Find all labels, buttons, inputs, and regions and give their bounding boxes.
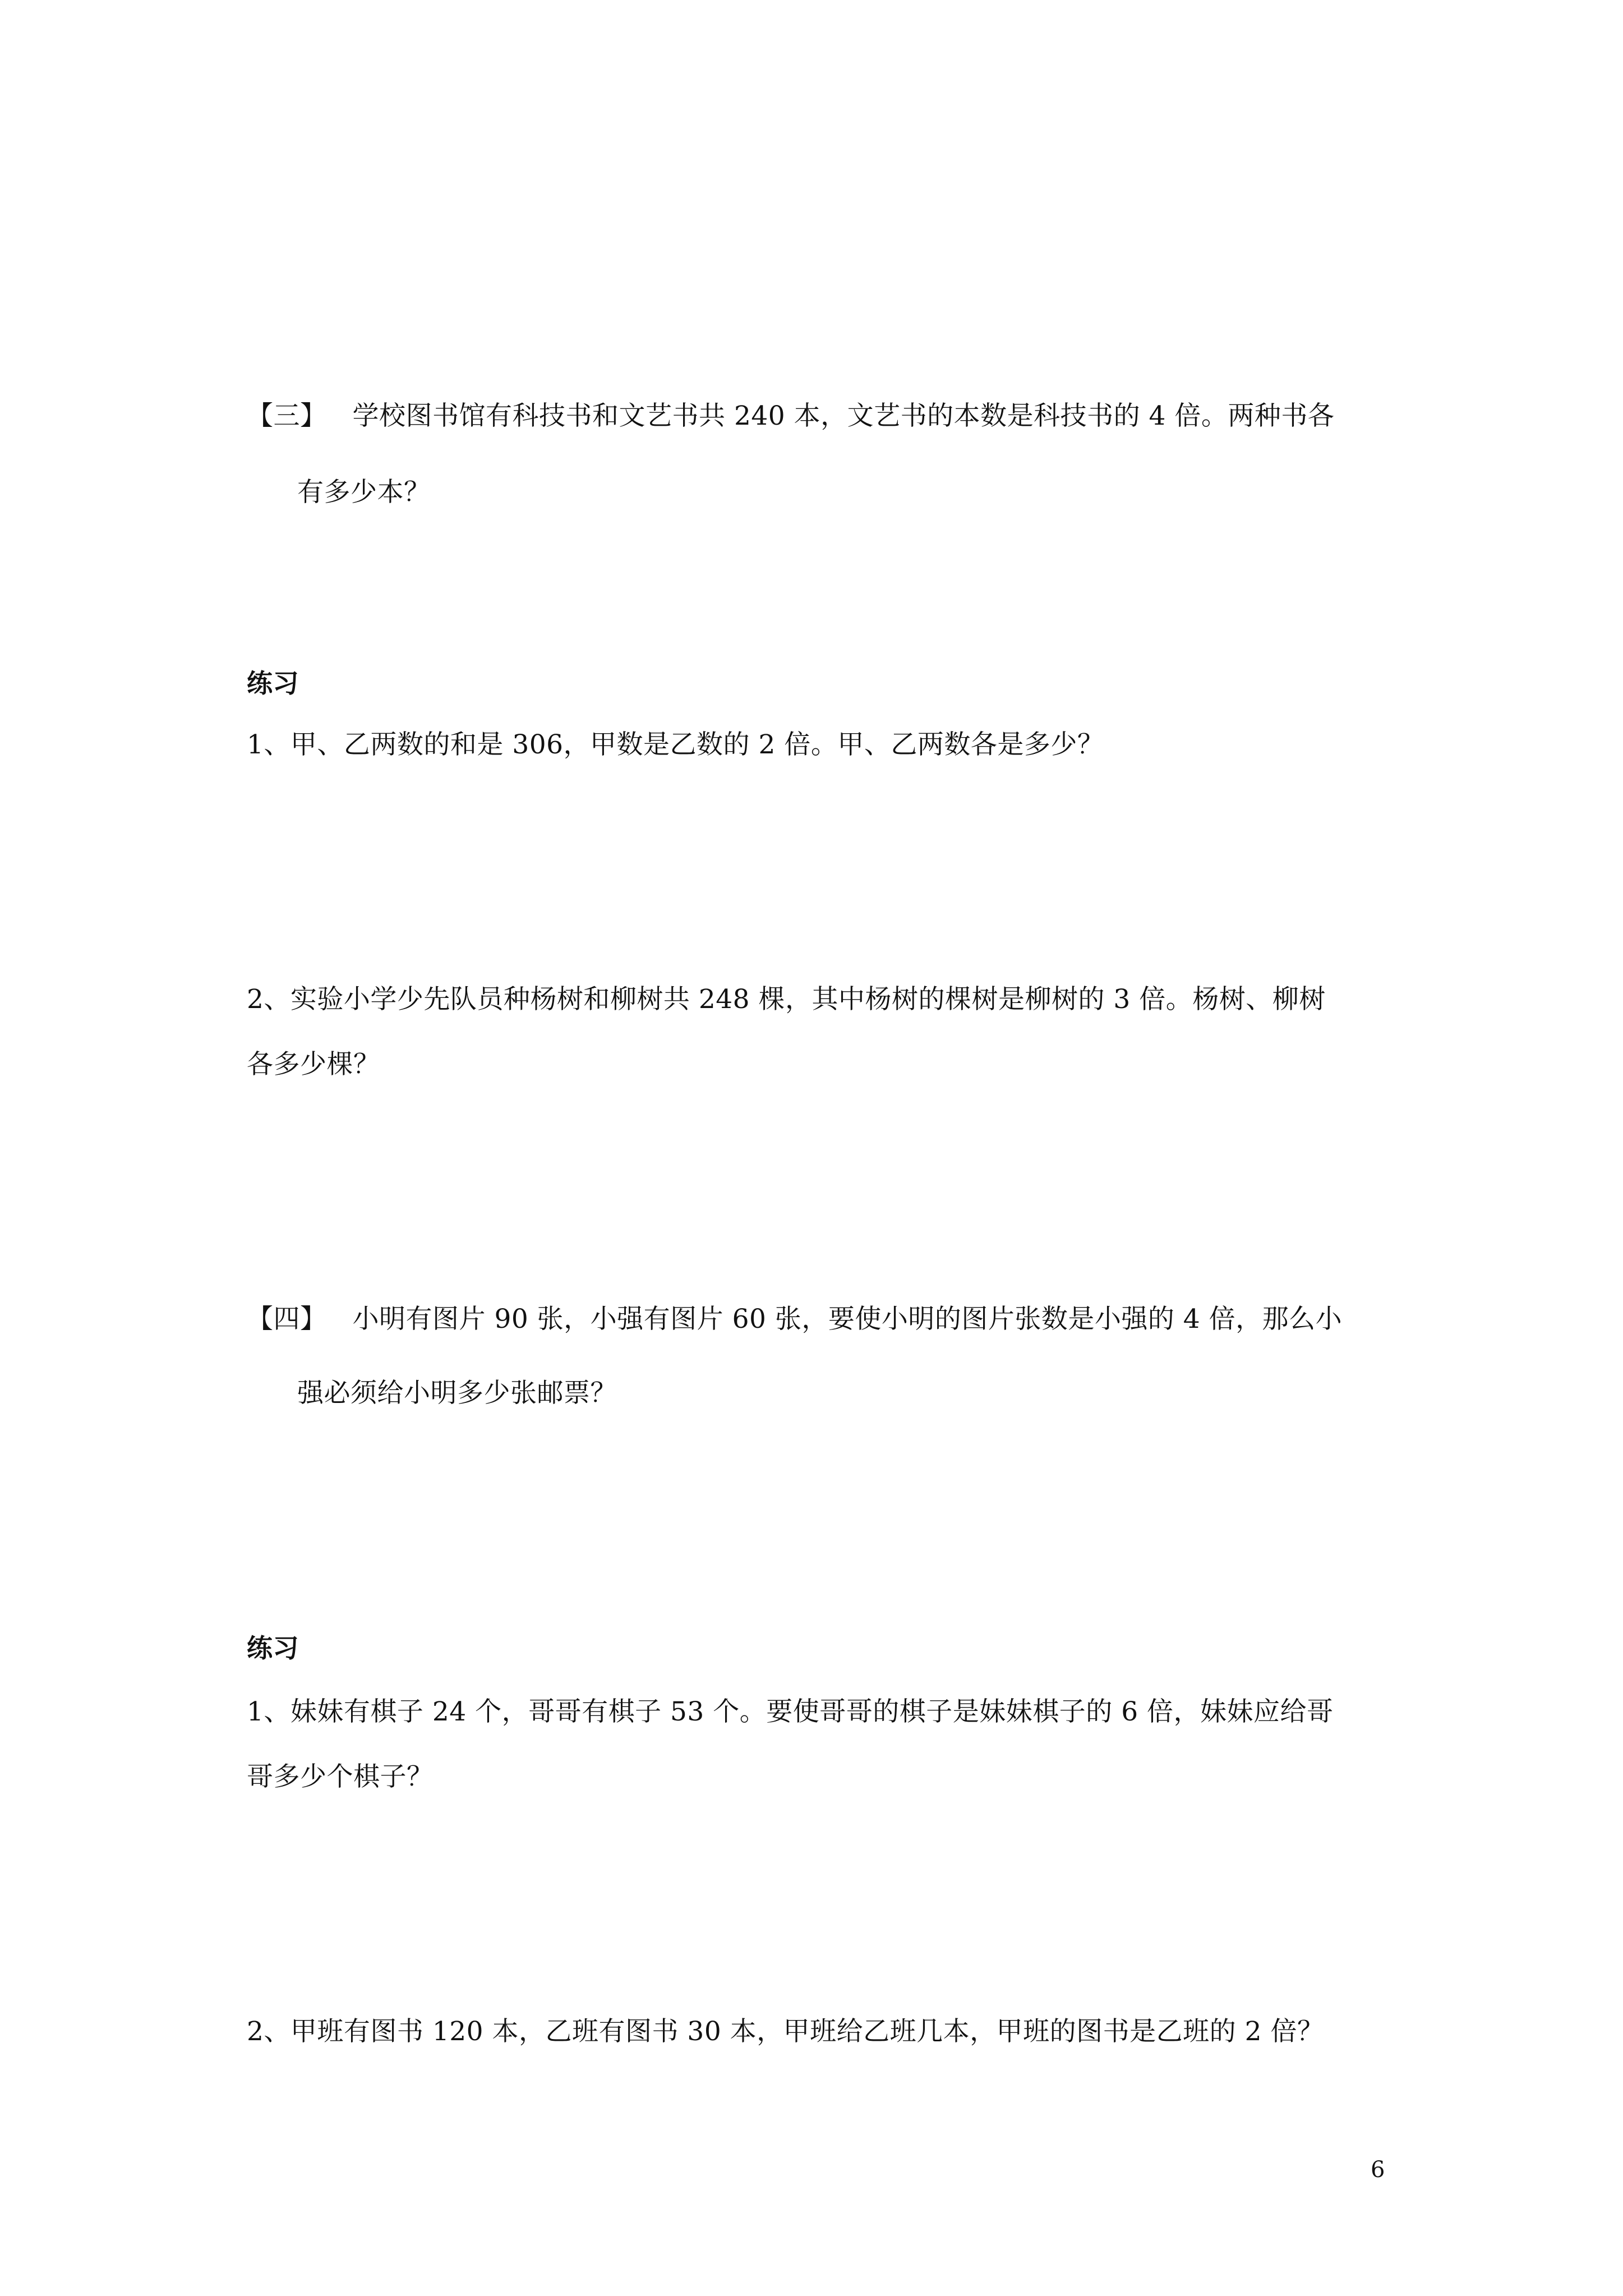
practice-2-question-1-line-2: 哥多少个棋子？ [247,1761,434,1792]
example-4-text-1: 小明有图片 90 张，小强有图片 60 张，要使小明的图片张数是小强的 4 倍，那么小 [352,1304,1343,1335]
example-3-text-1: 学校图书馆有科技书和文艺书共 240 本，文艺书的本数是科技书的 4 倍。两种书各 [352,401,1335,431]
page-number: 6 [1371,2157,1385,2183]
example-3-line-1 [247,399,1334,433]
example-3-tag: 【三】 [247,401,327,431]
example-4-tag: 【四】 [247,1304,327,1335]
practice-1-heading: 练习 [247,668,299,698]
practice-1-question-1: 1、甲、乙两数的和是 306，甲数是乙数的 2 倍。甲、乙两数各是多少？ [247,729,1104,760]
practice-1-question-2-line-2: 各多少棵？ [247,1049,380,1080]
practice-2-question-1-line-1: 1、妹妹有棋子 24 个，哥哥有棋子 53 个。要使哥哥的棋子是妹妹棋子的 6 倍，妹妹应给哥 [247,1696,1334,1727]
example-3-line-2: 有多少本？ [297,477,431,508]
practice-1-question-2-line-1: 2、实验小学少先队员种杨树和柳树共 248 棵，其中杨树的棵树是柳树的 3 倍。杨树、柳树 [247,984,1326,1015]
practice-2-heading: 练习 [247,1633,299,1663]
example-4-line-2: 强必须给小明多少张邮票？ [297,1378,617,1409]
example-4-line-1 [247,1303,1342,1336]
practice-2-question-2: 2、甲班有图书 120 本，乙班有图书 30 本，甲班给乙班几本，甲班的图书是乙班的 2 倍？ [247,2016,1324,2047]
